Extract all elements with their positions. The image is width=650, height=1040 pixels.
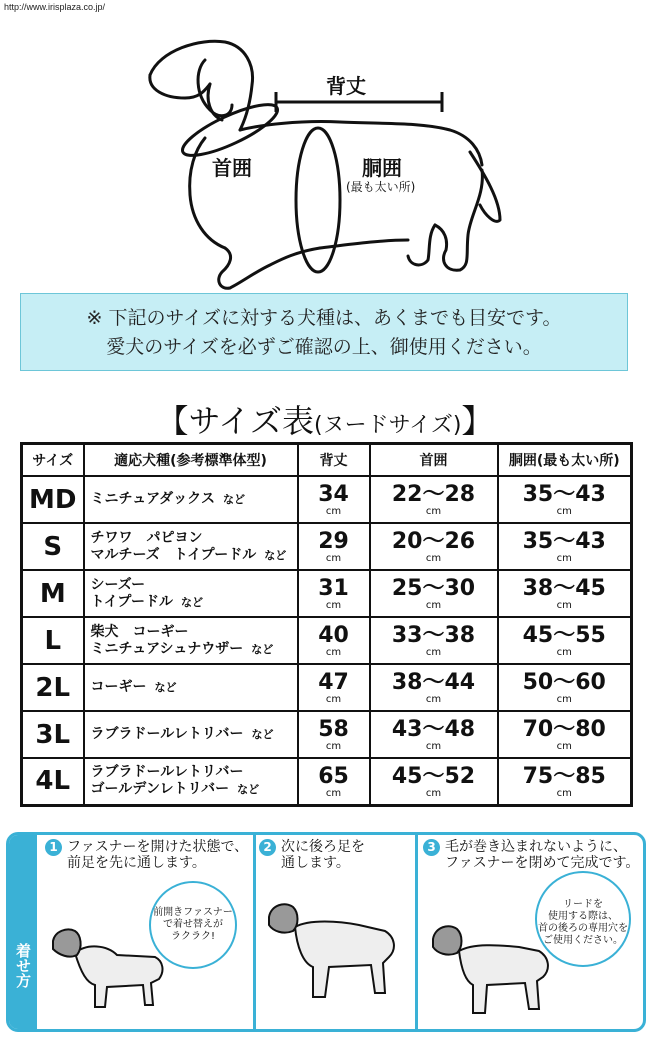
unit-label: cm xyxy=(325,694,342,705)
neck-girth-cell xyxy=(370,711,498,758)
breed-line-2: トイプードル xyxy=(90,593,173,610)
back-length-value: 65 xyxy=(318,763,349,789)
neck-girth-cell xyxy=(370,758,498,805)
unit-label: cm xyxy=(325,787,342,799)
step-3-text-line-2: ファスナーを閉めて完成です。 xyxy=(445,855,640,871)
breed-cell xyxy=(84,758,298,805)
dog-step-3-illustration xyxy=(425,915,555,1025)
size-chart-title-sub: (ヌードサイズ) xyxy=(314,413,462,438)
back-length-cell xyxy=(298,758,370,805)
breed-line-1: チワワ パピヨン xyxy=(90,529,203,546)
size-row-md xyxy=(22,476,632,523)
size-cell: MD xyxy=(22,476,84,523)
back-length-cell xyxy=(298,711,370,758)
size-cell: 3L xyxy=(22,711,84,758)
chest-girth-cell xyxy=(498,570,632,617)
chest-girth-cell xyxy=(498,476,632,523)
unit-label: cm xyxy=(556,506,572,517)
step-3-tip-line-2: 使用する際は、 xyxy=(548,911,618,922)
step-1-tip-bubble xyxy=(149,881,237,969)
back-length-label: 背丈 xyxy=(326,74,366,98)
step-divider xyxy=(415,835,418,1029)
step-number-2: 2 xyxy=(259,839,276,856)
neck-girth-value: 25〜30 xyxy=(391,576,476,601)
breed-etc-note: など xyxy=(251,642,274,656)
chest-girth-value: 75〜85 xyxy=(522,763,606,789)
step-3-tip-line-3: 首の後ろの専用穴を xyxy=(538,923,628,934)
breed-cell xyxy=(84,664,298,711)
step-2-text-line-2: 通します。 xyxy=(281,855,350,871)
unit-label: cm xyxy=(425,741,442,752)
step-3-tip-line-4: ご使用ください。 xyxy=(543,935,623,946)
size-row-3l xyxy=(22,711,632,758)
chest-girth-cell xyxy=(498,711,632,758)
breed-line-1: 柴犬 コーギー xyxy=(90,623,189,640)
size-cell: M xyxy=(22,570,84,617)
back-length-value: 40 xyxy=(318,623,349,648)
size-chart-title-main: 【サイズ表 xyxy=(156,402,314,440)
breed-line-1: コーギー xyxy=(90,679,147,695)
unit-label: cm xyxy=(425,553,442,564)
neck-girth-value: 45〜52 xyxy=(391,763,476,789)
step-2 xyxy=(255,835,415,1029)
size-row-s xyxy=(22,523,632,570)
unit-label: cm xyxy=(425,694,442,705)
step-1-tip-line-2: で着せ替えが xyxy=(163,919,223,930)
unit-label: cm xyxy=(425,600,442,611)
step-3-tip-bubble xyxy=(535,871,631,967)
back-length-value: 58 xyxy=(318,717,349,742)
unit-label: cm xyxy=(556,600,572,611)
back-length-value: 34 xyxy=(318,482,349,507)
neck-girth-value: 22〜28 xyxy=(391,482,476,507)
unit-label: cm xyxy=(325,506,342,517)
chest-girth-value: 70〜80 xyxy=(522,717,606,742)
size-row-l xyxy=(22,617,632,664)
chest-girth-note: (最も太い所) xyxy=(346,180,416,194)
header-chest-girth: 胴囲(最も太い所) xyxy=(498,444,632,477)
header-size: サイズ xyxy=(22,444,84,477)
neck-girth-value: 33〜38 xyxy=(391,623,476,648)
breed-line-1: ラブラドールレトリバー xyxy=(90,764,244,781)
back-length-cell xyxy=(298,570,370,617)
unit-label: cm xyxy=(556,647,572,658)
size-chart-title-end: 】 xyxy=(461,402,494,440)
neck-girth-value: 38〜44 xyxy=(391,670,476,695)
size-cell: S xyxy=(22,523,84,570)
header-back-length: 背丈 xyxy=(298,444,370,477)
back-length-value: 31 xyxy=(318,576,349,601)
breed-line-1: ミニチュアダックス xyxy=(90,491,215,507)
size-table xyxy=(20,442,633,807)
unit-label: cm xyxy=(556,741,572,752)
chest-girth-cell xyxy=(498,758,632,805)
size-row-2l xyxy=(22,664,632,711)
neck-girth-cell xyxy=(370,570,498,617)
header-neck-girth: 首囲 xyxy=(370,444,498,477)
size-row-4l xyxy=(22,758,632,805)
neck-girth-value: 43〜48 xyxy=(391,717,476,742)
step-1-tip-line-1: 前開きファスナー xyxy=(153,907,233,918)
neck-girth-cell xyxy=(370,523,498,570)
breed-cell xyxy=(84,523,298,570)
breed-etc-note: など xyxy=(154,681,177,694)
step-3-text-line-1: 毛が巻き込まれないように、 xyxy=(445,839,627,855)
breed-etc-note: など xyxy=(222,493,245,506)
notice-line-2: 愛犬のサイズを必ずご確認の上、御使用ください。 xyxy=(106,336,542,358)
unit-label: cm xyxy=(556,694,572,705)
breed-line-2: ミニチュアシュナウザー xyxy=(90,640,244,657)
breed-notice-box xyxy=(20,293,628,371)
neck-girth-label: 首囲 xyxy=(212,156,252,180)
breed-line-2: ゴールデンレトリバー xyxy=(90,781,230,798)
unit-label: cm xyxy=(556,787,572,799)
chest-girth-label: 胴囲 xyxy=(362,156,402,180)
back-length-value: 47 xyxy=(318,670,349,695)
page-url: http://www.irisplaza.co.jp/ xyxy=(4,2,106,12)
back-length-cell xyxy=(298,664,370,711)
chest-girth-value: 38〜45 xyxy=(522,576,606,601)
chest-girth-value: 35〜43 xyxy=(522,482,606,507)
breed-line-1: ラブラドールレトリバー xyxy=(90,726,244,742)
unit-label: cm xyxy=(325,741,342,752)
back-length-cell xyxy=(298,617,370,664)
step-number-3: 3 xyxy=(423,839,440,856)
notice-line-1: ※ 下記のサイズに対する犬種は、あくまでも目安です。 xyxy=(86,307,562,329)
dog-step-2-illustration xyxy=(259,897,409,1017)
breed-etc-note: など xyxy=(237,783,260,797)
breed-etc-note: など xyxy=(180,595,203,609)
unit-label: cm xyxy=(325,600,342,611)
neck-girth-cell xyxy=(370,664,498,711)
neck-girth-cell xyxy=(370,617,498,664)
back-length-cell xyxy=(298,476,370,523)
chest-girth-cell xyxy=(498,664,632,711)
size-row-m xyxy=(22,570,632,617)
breed-etc-note: など xyxy=(251,728,274,741)
how-to-wear-panel xyxy=(6,832,646,1032)
neck-girth-value: 20〜26 xyxy=(391,529,476,554)
breed-line-1: シーズー xyxy=(90,576,146,593)
chest-girth-value: 45〜55 xyxy=(522,623,606,648)
unit-label: cm xyxy=(325,647,342,658)
neck-girth-cell xyxy=(370,476,498,523)
breed-cell xyxy=(84,711,298,758)
unit-label: cm xyxy=(325,553,342,564)
size-cell: L xyxy=(22,617,84,664)
back-length-cell xyxy=(298,523,370,570)
size-cell: 4L xyxy=(22,758,84,805)
breed-cell xyxy=(84,617,298,664)
step-1-text-line-2: 前足を先に通します。 xyxy=(67,855,206,871)
chest-girth-cell xyxy=(498,523,632,570)
size-cell: 2L xyxy=(22,664,84,711)
unit-label: cm xyxy=(556,553,572,564)
size-chart-title xyxy=(0,396,650,442)
unit-label: cm xyxy=(425,647,442,658)
unit-label: cm xyxy=(425,787,442,799)
step-1-text-line-1: ファスナーを開けた状態で、 xyxy=(67,839,249,855)
breed-line-2: マルチーズ トイプードル xyxy=(90,546,257,563)
chest-girth-value: 50〜60 xyxy=(522,670,606,695)
step-3-tip-line-1: リードを xyxy=(563,899,603,910)
step-2-text-line-1: 次に後ろ足を xyxy=(281,839,365,855)
back-length-value: 29 xyxy=(318,529,349,554)
dog-measurement-diagram xyxy=(0,20,650,290)
step-1-tip-line-3: ラクラク! xyxy=(170,931,215,942)
how-to-wear-label: 着せ方 xyxy=(9,835,37,1029)
chest-girth-cell xyxy=(498,617,632,664)
breed-etc-note: など xyxy=(264,548,287,562)
breed-cell xyxy=(84,570,298,617)
dachshund-outline-illustration xyxy=(0,20,650,290)
unit-label: cm xyxy=(425,506,442,517)
step-number-1: 1 xyxy=(45,839,62,856)
step-1 xyxy=(41,835,253,1029)
chest-girth-value: 35〜43 xyxy=(522,529,606,554)
breed-cell xyxy=(84,476,298,523)
header-breed: 適応犬種(参考標準体型) xyxy=(84,444,298,477)
step-3 xyxy=(419,835,645,1029)
